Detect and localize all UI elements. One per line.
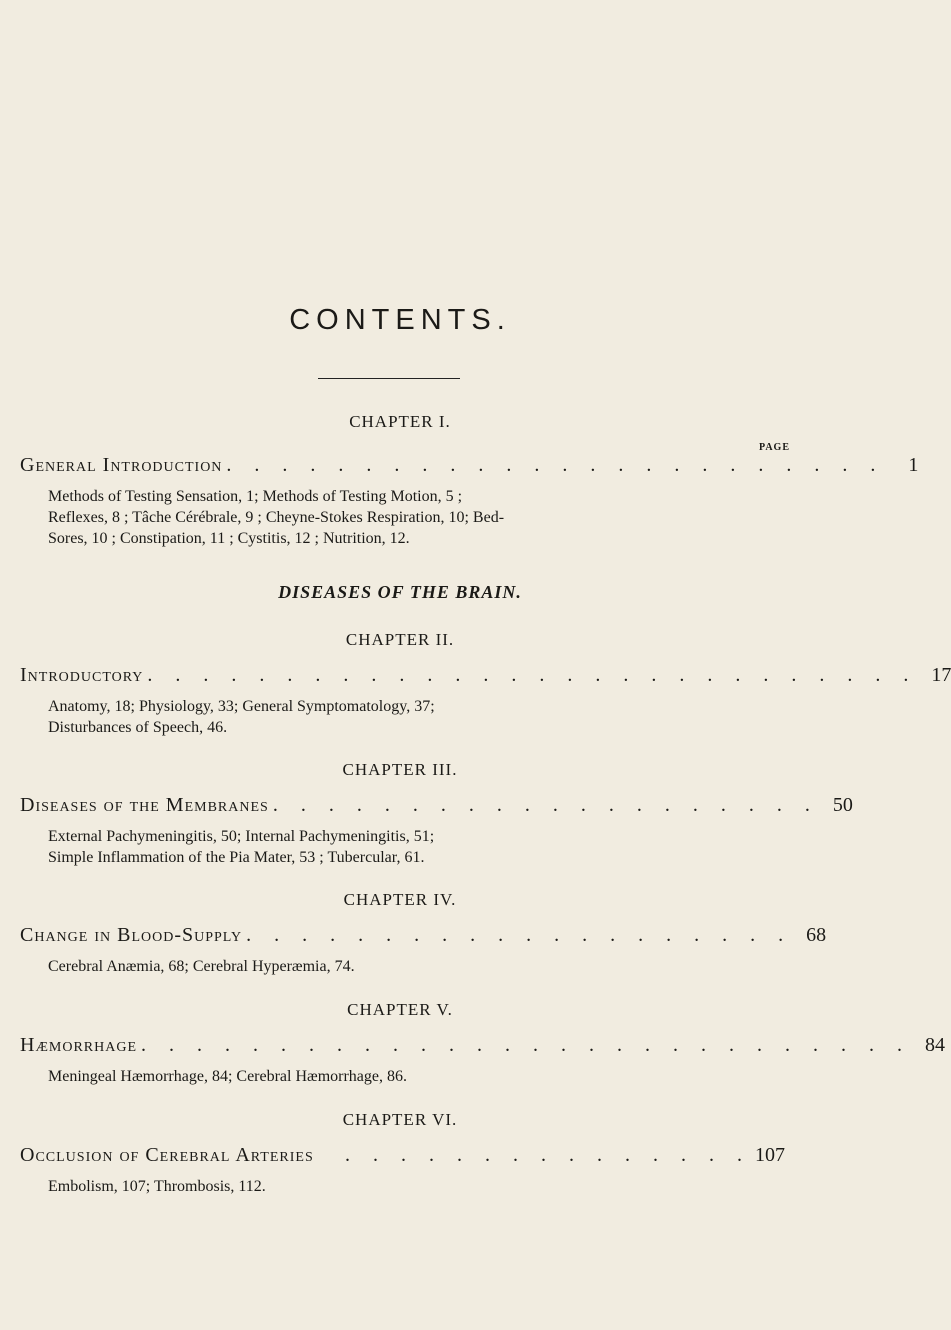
- entry-page: 107: [755, 1144, 785, 1166]
- entry-subtopics: [48, 696, 768, 738]
- chapter-heading: CHAPTER V.: [347, 1000, 453, 1019]
- subtopic-line: Sores, 10 ; Constipation, 11 ; Cystitis, 12 ; Nutrition, 12.: [48, 530, 410, 547]
- chapter-heading: CHAPTER I.: [349, 412, 451, 431]
- entry-subtopics: [48, 1066, 768, 1087]
- toc-entry[interactable]: [20, 454, 919, 478]
- entry-page: 84: [925, 1034, 946, 1056]
- subtopic-line: Reflexes, 8 ; Tâche Cérébrale, 9 ; Cheyne-Stokes Respiration, 10; Bed-: [48, 509, 505, 526]
- toc-entry[interactable]: [20, 924, 827, 948]
- chapter-heading: CHAPTER IV.: [343, 890, 457, 909]
- toc-entry[interactable]: [20, 794, 853, 818]
- entry-title: General Introduction: [20, 454, 223, 476]
- title-rule: [318, 378, 460, 379]
- leader-dots: . . . . . . . . . . . . . . . . . . . . . . . . . . . .: [147, 664, 918, 686]
- entry-subtopics: [48, 1176, 768, 1197]
- chapter-heading: CHAPTER II.: [345, 630, 455, 649]
- section-title: DISEASES OF THE BRAIN.: [278, 582, 522, 602]
- entry-title: Introductory: [20, 664, 144, 686]
- subtopic-line: Cerebral Anæmia, 68; Cerebral Hyperæmia, 74.: [48, 958, 355, 975]
- entry-page: 1: [908, 454, 919, 476]
- subtopic-line: Methods of Testing Sensation, 1; Methods of Testing Motion, 5 ;: [48, 488, 463, 505]
- leader-dots: . . . . . . . . . . . . . . . . . . . . . . . .: [226, 454, 885, 476]
- chapter-heading: CHAPTER III.: [342, 760, 458, 779]
- entry-page: 50: [832, 794, 853, 816]
- entry-title: Change in Blood-Supply: [20, 924, 243, 946]
- subtopic-line: Simple Inflammation of the Pia Mater, 53 ; Tubercular, 61.: [48, 849, 425, 866]
- leader-dots: . . . . . . . . . . . . . . .: [345, 1144, 751, 1166]
- toc-entry[interactable]: [20, 1144, 785, 1168]
- page-title: CONTENTS.: [289, 304, 511, 336]
- entry-page: 68: [806, 924, 827, 946]
- entry-subtopics: [48, 956, 768, 977]
- entry-title: Diseases of the Membranes: [20, 794, 269, 816]
- entry-subtopics: [48, 486, 768, 549]
- entry-page: 17: [931, 664, 951, 686]
- subtopic-line: External Pachymeningitis, 50; Internal Pachymeningitis, 51;: [48, 828, 435, 845]
- toc-entry[interactable]: [20, 1034, 946, 1058]
- leader-dots: . . . . . . . . . . . . . . . . . . . .: [246, 924, 793, 946]
- entry-title: Hæmorrhage: [20, 1034, 138, 1056]
- toc-entry[interactable]: [20, 664, 951, 688]
- page-column-label: PAGE: [758, 442, 790, 453]
- leader-dots: . . . . . . . . . . . . . . . . . . . . . . . . . . . .: [141, 1034, 912, 1056]
- entry-subtopics: [48, 826, 768, 868]
- chapter-heading: CHAPTER VI.: [342, 1110, 458, 1129]
- leader-dots: . . . . . . . . . . . . . . . . . . . .: [272, 794, 819, 816]
- subtopic-line: Disturbances of Speech, 46.: [48, 719, 228, 736]
- entry-title: Occlusion of Cerebral Arteries: [20, 1144, 314, 1166]
- subtopic-line: Embolism, 107; Thrombosis, 112.: [48, 1178, 266, 1195]
- subtopic-line: Meningeal Hæmorrhage, 84; Cerebral Hæmorrhage, 86.: [48, 1068, 408, 1085]
- subtopic-line: Anatomy, 18; Physiology, 33; General Symptomatology, 37;: [48, 698, 435, 715]
